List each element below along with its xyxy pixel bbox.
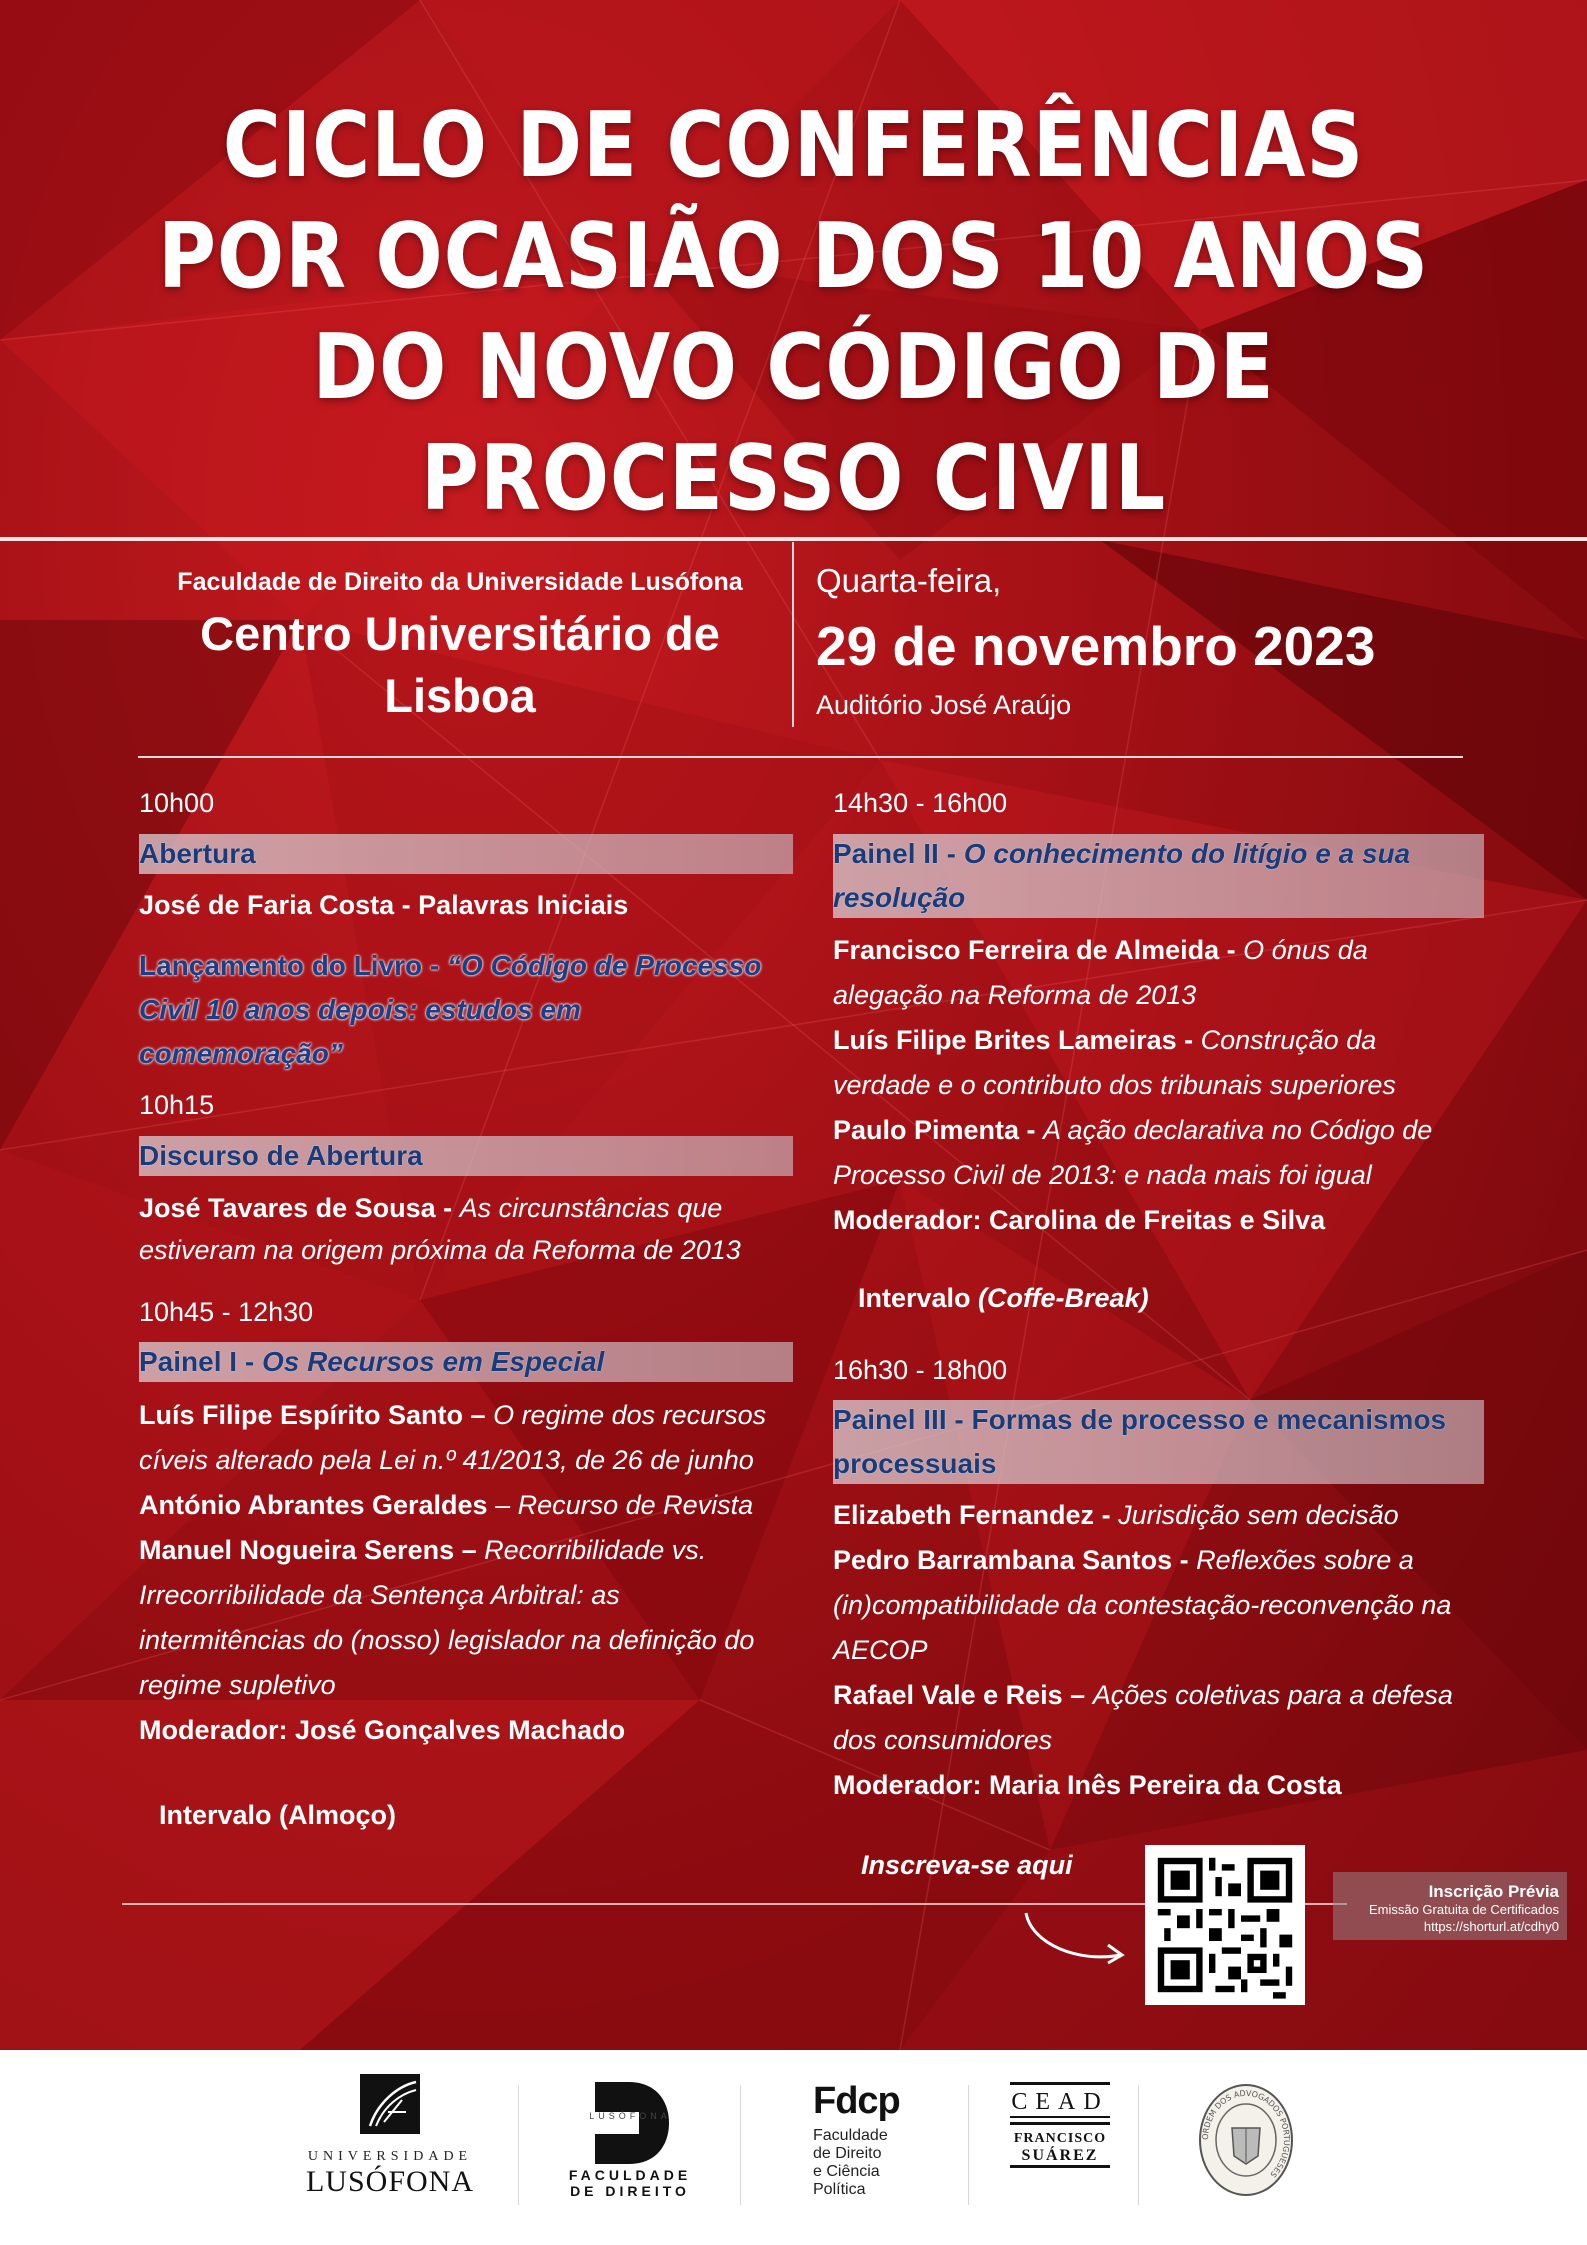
cead-line-1: FRANCISCO [1013,2131,1107,2146]
talk-title-continued: dos consumidores [833,1725,1053,1755]
seal-text-path: ORDEM DOS ADVOGADOS PORTUGUESES [1200,2088,1292,2180]
book-launch-line-3: comemoração” [139,1038,343,1069]
fd-line-2: DE DIREITO [570,2183,690,2199]
registration-qr-code[interactable] [1145,1845,1305,2005]
venue-block [120,568,800,727]
talk-title: Reflexões sobre a [1196,1545,1414,1575]
talk-title: Recurso de Revista [517,1490,754,1520]
time-slot: 14h30 - 16h00 [833,788,1008,818]
lusofona-line-2: LUSÓFONA [305,2165,475,2198]
separator: - [435,1193,460,1223]
break-type: (Coffe-Break) [978,1283,1149,1313]
campus-name-line-1: Centro Universitário de [200,607,720,660]
title-line-1: CICLO DE CONFERÊNCIAS [222,93,1365,198]
logo-divider [1138,2085,1139,2205]
moderator-line: Moderador: Maria Inês Pereira da Costa [833,1770,1342,1800]
speaker-name: José Tavares de Sousa [139,1193,436,1223]
talk-title: Palavras Iniciais [418,890,629,920]
talk-title-continued: regime supletivo [139,1670,336,1700]
speaker-name: Pedro Barrambana Santos [833,1545,1173,1575]
speaker-name: Paulo Pimenta [833,1115,1020,1145]
moderator-line: Moderador: José Gonçalves Machado [139,1715,626,1745]
date-block [816,562,1375,721]
separator: - [1172,1545,1197,1575]
book-launch-line-2: Civil 10 anos depois: estudos em [139,994,581,1025]
book-launch-line-1 [139,950,761,982]
talk-title-continued: Irrecorribilidade da Sentença Arbitral: as [139,1580,620,1610]
painel-1-heading [139,1346,604,1378]
fdcp-line-1: Faculdade [813,2127,888,2144]
registration-title: Inscrição Prévia [1428,1882,1559,1901]
logo-divider [968,2085,969,2205]
speaker-line [139,1193,722,1224]
fdcp-line-4: Política [813,2181,866,2198]
poster-title [95,90,1492,534]
talk-title-continued: alegação na Reforma de 2013 [833,980,1197,1010]
talk-title: A ação declarativa no Código de [1043,1115,1433,1145]
lusofona-logo [290,2072,490,2199]
fd-line-1: FACULDADE [568,2167,692,2183]
coffee-break [858,1283,1149,1314]
header-top-divider [0,537,1587,541]
cead-line-2: SUÁREZ [1010,2147,1110,2168]
talk-title-continued: cíveis alterado pela Lei n.º 41/2013, de 26 de junho [139,1445,754,1475]
panel-title: Os Recursos em Especial [261,1346,605,1377]
seal-icon [1196,2080,1296,2200]
talk-title: Construção da [1200,1025,1377,1055]
fdcp-logo [813,2080,953,2199]
speaker-name: Manuel Nogueira Serens [139,1535,455,1565]
moderator-line: Moderador: Carolina de Freitas e Silva [833,1205,1326,1235]
painel-3-heading: Painel III - Formas de processo e mecanismos [833,1404,1447,1435]
campus-name-line-2: Lisboa [384,669,536,722]
fdcp-wordmark: Fdcp [813,2080,900,2122]
talk-title: As circunstâncias que [459,1193,723,1223]
arrow-icon [1020,1905,1140,1965]
cead-frame [1010,2082,1110,2125]
title-line-2: POR OCASIÃO DOS 10 ANOS [157,204,1430,309]
speaker-line [833,1680,1453,1711]
register-cta[interactable]: Inscreva-se aqui [861,1850,1073,1880]
separator: - [1019,1115,1044,1145]
painel-2-heading-continued [833,882,965,914]
speaker-line [139,890,628,921]
header-bottom-divider [138,756,1463,758]
talk-title: Ações coletivas para a defesa [1092,1680,1453,1710]
faculdade-direito-logo [545,2078,715,2199]
talk-title-continued: (in)compatibilidade da contestação-reconvenção na [833,1590,1452,1620]
talk-title-continued: intermitências do (nosso) legislador na definição do [139,1625,755,1655]
speaker-line [833,1115,1432,1146]
qr-code-icon [1145,1845,1305,2005]
talk-title: Jurisdição sem decisão [1118,1500,1399,1530]
talk-title: Recorribilidade vs. [484,1535,707,1565]
ordem-advogados-seal [1196,2080,1296,2200]
painel-2-heading [833,838,1410,870]
sponsor-footer [0,2050,1587,2245]
panel-label: Painel I - [139,1346,262,1377]
campus-name [120,603,800,727]
panel-title: O conhecimento do litígio e a sua [963,838,1411,869]
speaker-name: António Abrantes Geraldes [139,1490,488,1520]
book-launch-label: Lançamento do Livro - [139,950,448,981]
venue-room: Auditório José Araújo [816,690,1072,720]
time-slot: 10h45 - 12h30 [139,1297,314,1327]
speaker-line [833,1025,1376,1056]
speaker-name: Francisco Ferreira de Almeida [833,935,1220,965]
break-label: Intervalo [858,1283,979,1313]
lunch-break: Intervalo (Almoço) [159,1800,397,1830]
weekday: Quarta-feira, [816,562,1002,599]
separator: - [1219,935,1244,965]
lusofona-line-1: UNIVERSIDADE [307,2149,473,2164]
lusofona-emblem-icon [358,2072,422,2136]
abertura-heading: Abertura [139,838,256,869]
registration-url[interactable]: https://shorturl.at/cdhy0 [1423,1919,1559,1934]
title-line-3: DO NOVO CÓDIGO DE [312,315,1275,420]
panel-label: Painel II - [833,838,964,869]
time-slot: 10h15 [139,1090,215,1120]
discurso-heading: Discurso de Abertura [139,1140,423,1171]
cead-wordmark: CEAD [1010,2089,1110,2118]
speaker-name: Rafael Vale e Reis [833,1680,1063,1710]
talk-title-continued: estiveram na origem próxima da Reforma de 2013 [139,1235,741,1265]
logo-divider [740,2085,741,2205]
faculty-name: Faculdade de Direito da Universidade Lusófona [177,568,743,596]
separator: - [1176,1025,1201,1055]
registration-info [1333,1872,1567,1940]
speaker-name: Luís Filipe Brites Lameiras [833,1025,1177,1055]
talk-title-continued: verdade e o contributo dos tribunais superiores [833,1070,1396,1100]
separator: - [394,890,419,920]
separator: – [487,1490,518,1520]
speaker-name: Elizabeth Fernandez [833,1500,1095,1530]
talk-title: O regime dos recursos [493,1400,767,1430]
title-line-4: PROCESSO CIVIL [420,426,1167,531]
cead-logo [1010,2082,1110,2168]
separator: - [1094,1500,1119,1530]
speaker-name: José de Faria Costa [139,890,395,920]
event-date: 29 de novembro 2023 [816,615,1376,677]
logo-divider [518,2085,519,2205]
panel-title-continued: resolução [833,882,966,913]
time-slot: 10h00 [139,788,215,818]
time-slot: 16h30 - 18h00 [833,1355,1008,1385]
separator: – [463,1400,494,1430]
speaker-line [833,935,1368,966]
talk-title-continued: Processo Civil de 2013: e nada mais foi igual [833,1160,1372,1190]
speaker-name: Luís Filipe Espírito Santo [139,1400,464,1430]
speaker-line [139,1400,766,1431]
speaker-line [139,1490,753,1521]
talk-title: O ónus da [1243,935,1368,965]
fdcp-line-3: e Ciência [813,2163,880,2180]
painel-3-heading-continued: processuais [833,1448,997,1479]
talk-title-continued: AECOP [833,1635,928,1665]
speaker-line [833,1500,1399,1531]
registration-subtitle: Emissão Gratuita de Certificados [1368,1902,1559,1917]
fd-top-text: LUSÓFONA [589,2111,671,2121]
book-title-part: “O Código de Processo [447,950,762,981]
faculdade-direito-d-icon [585,2078,675,2168]
speaker-line [833,1545,1414,1576]
separator: – [454,1535,485,1565]
fdcp-line-2: de Direito [813,2145,882,2162]
speaker-line [139,1535,706,1566]
separator: – [1062,1680,1093,1710]
